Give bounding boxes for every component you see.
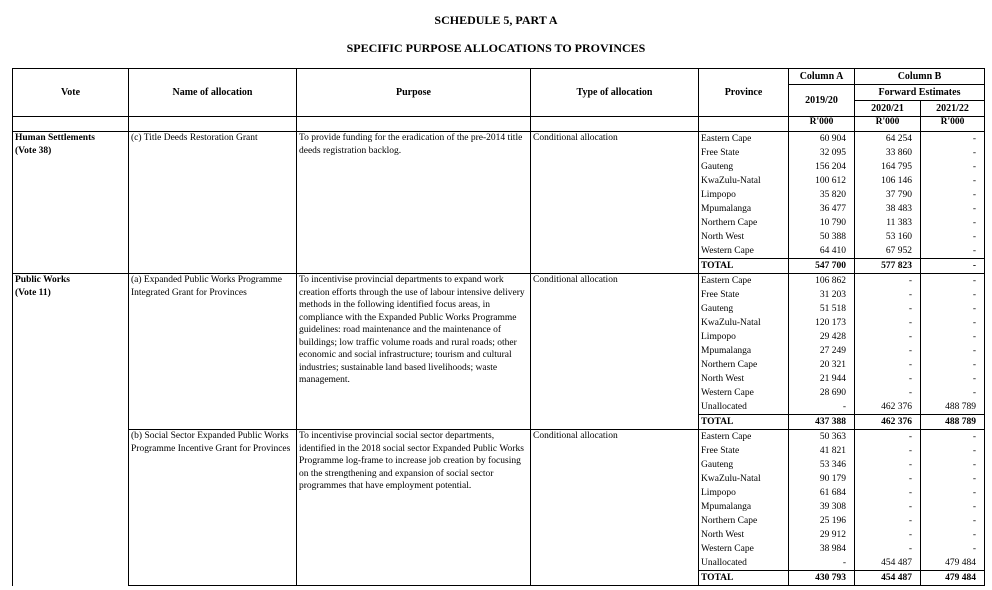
vote-cell: Human Settlements (Vote 38): [13, 132, 129, 274]
col-header-province: Province: [699, 69, 789, 117]
value-2019-20: 60 904: [789, 132, 855, 147]
value-2021-22: -: [921, 188, 985, 202]
allocation-name-cell: (c) Title Deeds Restoration Grant: [129, 132, 297, 274]
value-2019-20: 53 346: [789, 458, 855, 472]
province-cell: Northern Cape: [699, 514, 789, 528]
value-2019-20: 35 820: [789, 188, 855, 202]
province-cell: TOTAL: [699, 415, 789, 430]
value-2019-20: 29 428: [789, 330, 855, 344]
table-row: [13, 430, 985, 445]
col-header-column-a: Column A: [789, 69, 855, 85]
value-2020-21: -: [855, 500, 921, 514]
value-2019-20: 100 612: [789, 174, 855, 188]
province-cell: KwaZulu-Natal: [699, 472, 789, 486]
province-cell: Eastern Cape: [699, 274, 789, 289]
value-2021-22: -: [921, 302, 985, 316]
value-2021-22: -: [921, 288, 985, 302]
value-2021-22: -: [921, 444, 985, 458]
province-cell: Limpopo: [699, 330, 789, 344]
col-header-forward-estimates: Forward Estimates: [855, 85, 985, 101]
province-cell: KwaZulu-Natal: [699, 316, 789, 330]
value-2021-22: -: [921, 244, 985, 259]
table-body: [13, 117, 985, 586]
value-2019-20: 64 410: [789, 244, 855, 259]
value-2019-20: 437 388: [789, 415, 855, 430]
allocation-name-cell: (b) Social Sector Expanded Public Works Programme Incentive Grant for Provinces: [129, 430, 297, 586]
value-2019-20: 120 173: [789, 316, 855, 330]
allocation-type-cell: Conditional allocation: [531, 430, 699, 586]
allocation-type-cell: Conditional allocation: [531, 274, 699, 430]
value-2020-21: -: [855, 458, 921, 472]
value-2020-21: -: [855, 430, 921, 445]
value-2019-20: 39 308: [789, 500, 855, 514]
value-2021-22: -: [921, 174, 985, 188]
province-cell: Free State: [699, 146, 789, 160]
value-2021-22: -: [921, 514, 985, 528]
province-cell: Limpopo: [699, 188, 789, 202]
province-cell: Limpopo: [699, 486, 789, 500]
unit-label: R'000: [789, 117, 855, 132]
value-2021-22: -: [921, 344, 985, 358]
province-cell: Eastern Cape: [699, 430, 789, 445]
col-header-purpose: Purpose: [297, 69, 531, 117]
allocations-table: [12, 68, 985, 586]
value-2019-20: 50 363: [789, 430, 855, 445]
value-2020-21: 67 952: [855, 244, 921, 259]
value-2021-22: -: [921, 430, 985, 445]
value-2020-21: -: [855, 542, 921, 556]
value-2019-20: 90 179: [789, 472, 855, 486]
vote-cell: Public Works (Vote 11): [13, 274, 129, 586]
province-cell: Mpumalanga: [699, 500, 789, 514]
province-cell: Western Cape: [699, 542, 789, 556]
value-2020-21: -: [855, 274, 921, 289]
value-2021-22: -: [921, 259, 985, 274]
value-2019-20: 20 321: [789, 358, 855, 372]
value-2019-20: 36 477: [789, 202, 855, 216]
schedule-title: SCHEDULE 5, PART A: [434, 13, 558, 27]
unit-label: R'000: [855, 117, 921, 132]
value-2021-22: -: [921, 160, 985, 174]
value-2021-22: 488 789: [921, 400, 985, 415]
province-cell: KwaZulu-Natal: [699, 174, 789, 188]
province-cell: Northern Cape: [699, 216, 789, 230]
schedule-subtitle: SPECIFIC PURPOSE ALLOCATIONS TO PROVINCES: [346, 41, 646, 55]
province-cell: Free State: [699, 444, 789, 458]
allocation-name-cell: (a) Expanded Public Works Programme Integrated Grant for Provinces: [129, 274, 297, 430]
value-2019-20: -: [789, 400, 855, 415]
value-2020-21: -: [855, 330, 921, 344]
value-2021-22: -: [921, 358, 985, 372]
province-cell: North West: [699, 528, 789, 542]
value-2019-20: 106 862: [789, 274, 855, 289]
value-2021-22: -: [921, 132, 985, 147]
value-2021-22: 479 484: [921, 571, 985, 586]
value-2021-22: -: [921, 386, 985, 400]
value-2020-21: 462 376: [855, 415, 921, 430]
value-2019-20: 51 518: [789, 302, 855, 316]
value-2021-22: -: [921, 146, 985, 160]
value-2020-21: 33 860: [855, 146, 921, 160]
value-2021-22: -: [921, 500, 985, 514]
value-2019-20: 29 912: [789, 528, 855, 542]
purpose-cell: To incentivise provincial departments to expand work creation efforts through the use of labour intensive delivery methods in the following identified focus areas, in compliance with the Expanded Public Works Programme guidelines: road maintenance and the maintenance of buildings; low traffic volume roads and rural roads; other economic and social infrastructure; tourism and cultural industries; sustainable land based livelihoods; waste management.: [297, 274, 531, 430]
value-2021-22: -: [921, 542, 985, 556]
value-2020-21: -: [855, 472, 921, 486]
province-cell: Western Cape: [699, 244, 789, 259]
province-cell: Gauteng: [699, 302, 789, 316]
value-2020-21: 64 254: [855, 132, 921, 147]
province-cell: North West: [699, 230, 789, 244]
value-2019-20: 21 944: [789, 372, 855, 386]
value-2019-20: 61 684: [789, 486, 855, 500]
value-2021-22: -: [921, 316, 985, 330]
value-2020-21: 38 483: [855, 202, 921, 216]
province-cell: Gauteng: [699, 160, 789, 174]
value-2020-21: 454 487: [855, 556, 921, 571]
value-2019-20: 50 388: [789, 230, 855, 244]
col-header-vote: Vote: [13, 69, 129, 117]
allocation-type-cell: Conditional allocation: [531, 132, 699, 274]
province-cell: TOTAL: [699, 259, 789, 274]
value-2019-20: 32 095: [789, 146, 855, 160]
value-2020-21: -: [855, 386, 921, 400]
value-2020-21: -: [855, 444, 921, 458]
province-cell: Mpumalanga: [699, 202, 789, 216]
value-2020-21: 106 146: [855, 174, 921, 188]
col-header-year-b1: 2020/21: [855, 101, 921, 117]
value-2020-21: -: [855, 316, 921, 330]
value-2020-21: 577 823: [855, 259, 921, 274]
value-2020-21: -: [855, 486, 921, 500]
value-2019-20: 156 204: [789, 160, 855, 174]
value-2020-21: 454 487: [855, 571, 921, 586]
col-header-column-b: Column B: [855, 69, 985, 85]
value-2021-22: 488 789: [921, 415, 985, 430]
table-row: [13, 132, 985, 147]
value-2021-22: -: [921, 230, 985, 244]
value-2021-22: -: [921, 216, 985, 230]
value-2021-22: -: [921, 458, 985, 472]
value-2021-22: -: [921, 330, 985, 344]
col-header-type: Type of allocation: [531, 69, 699, 117]
value-2020-21: 164 795: [855, 160, 921, 174]
unit-label: R'000: [921, 117, 985, 132]
value-2021-22: -: [921, 274, 985, 289]
value-2019-20: 430 793: [789, 571, 855, 586]
value-2021-22: 479 484: [921, 556, 985, 571]
col-header-year-b2: 2021/22: [921, 101, 985, 117]
value-2019-20: 41 821: [789, 444, 855, 458]
value-2020-21: -: [855, 528, 921, 542]
province-cell: Mpumalanga: [699, 344, 789, 358]
province-cell: Eastern Cape: [699, 132, 789, 147]
value-2020-21: -: [855, 358, 921, 372]
value-2020-21: -: [855, 372, 921, 386]
table-row: [13, 274, 985, 289]
value-2020-21: -: [855, 514, 921, 528]
province-cell: North West: [699, 372, 789, 386]
value-2019-20: 28 690: [789, 386, 855, 400]
value-2019-20: 25 196: [789, 514, 855, 528]
province-cell: Northern Cape: [699, 358, 789, 372]
value-2019-20: 27 249: [789, 344, 855, 358]
value-2020-21: 462 376: [855, 400, 921, 415]
province-cell: Free State: [699, 288, 789, 302]
value-2020-21: 11 383: [855, 216, 921, 230]
value-2019-20: 10 790: [789, 216, 855, 230]
col-header-year-a: 2019/20: [789, 85, 855, 117]
province-cell: Gauteng: [699, 458, 789, 472]
value-2021-22: -: [921, 472, 985, 486]
value-2020-21: -: [855, 288, 921, 302]
province-cell: TOTAL: [699, 571, 789, 586]
value-2019-20: 547 700: [789, 259, 855, 274]
value-2019-20: 31 203: [789, 288, 855, 302]
value-2019-20: 38 984: [789, 542, 855, 556]
value-2021-22: -: [921, 486, 985, 500]
col-header-name: Name of allocation: [129, 69, 297, 117]
province-cell: Western Cape: [699, 386, 789, 400]
value-2020-21: -: [855, 344, 921, 358]
province-cell: Unallocated: [699, 556, 789, 571]
value-2020-21: 53 160: [855, 230, 921, 244]
value-2020-21: 37 790: [855, 188, 921, 202]
province-cell: Unallocated: [699, 400, 789, 415]
purpose-cell: To provide funding for the eradication of the pre-2014 title deeds registration backlog.: [297, 132, 531, 274]
purpose-cell: To incentivise provincial social sector departments, identified in the 2018 social sector Expanded Public Works Programme log-frame to increase job creation by focusing on the strengthening and expansion of social sector programmes that have employment potential.: [297, 430, 531, 586]
value-2020-21: -: [855, 302, 921, 316]
value-2019-20: -: [789, 556, 855, 571]
value-2021-22: -: [921, 202, 985, 216]
value-2021-22: -: [921, 528, 985, 542]
value-2021-22: -: [921, 372, 985, 386]
